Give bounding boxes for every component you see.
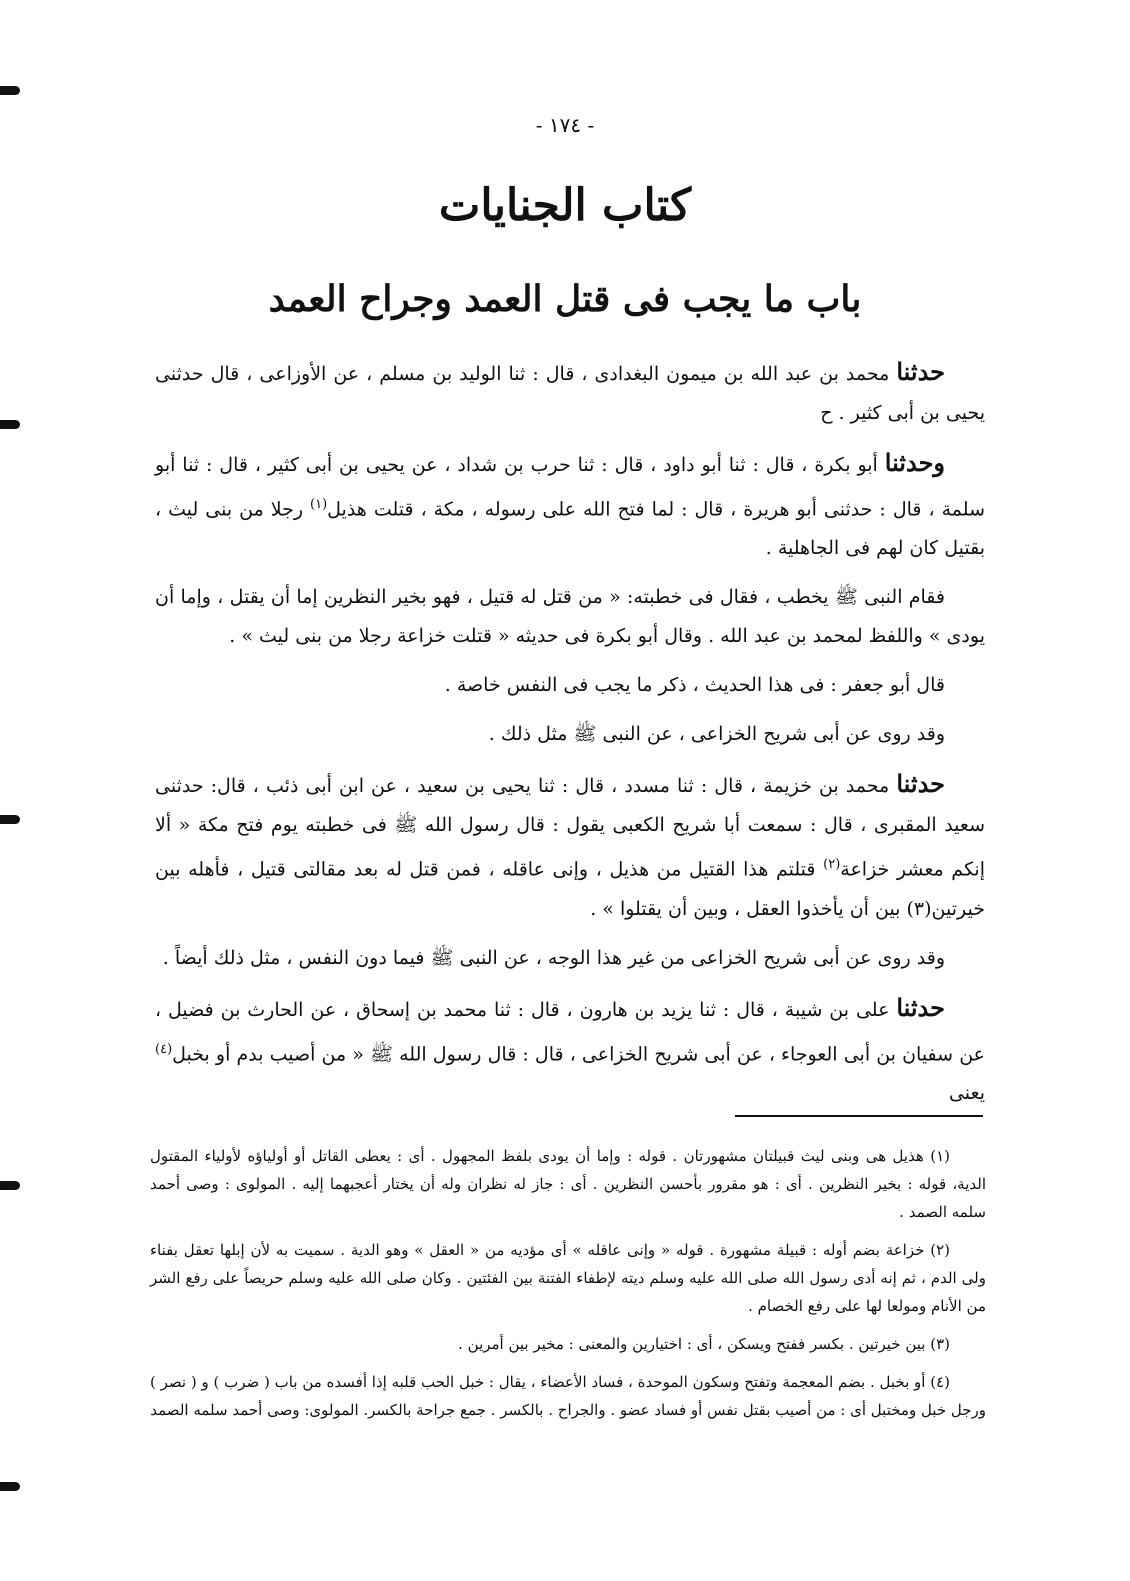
hadith-keyword: حدثنا bbox=[896, 357, 945, 386]
hadith-keyword: حدثنا bbox=[896, 769, 945, 799]
paragraph bbox=[155, 939, 985, 978]
paragraph bbox=[155, 715, 985, 754]
paragraph-text: قال أبو جعفر : فى هذا الحديث ، ذكر ما يجب فى النفس خاصة . bbox=[444, 674, 945, 697]
paragraph bbox=[155, 666, 985, 705]
scan-edge-mark bbox=[0, 86, 20, 95]
footnote-divider bbox=[735, 1115, 983, 1117]
paragraph bbox=[155, 443, 985, 568]
page-number: - ١٧٤ - bbox=[535, 113, 595, 137]
paragraph-text: يعنى bbox=[948, 1081, 985, 1104]
footnote: (١) هذيل هى وبنى ليث قبيلتان مشهورتان . قوله : وإما أن يودى بلفظ المجهول . أى : يعطى القاتل أو أولياؤه لأولياء المقتول الدية، قوله : بخير النظرين . أى : هو مقرور بأحسن النظرين . أى : جاز له نظران وله أن يختار أعجبهما إليه . المولوى : وصى أحمد سلمه الصمد . bbox=[150, 1147, 986, 1221]
paragraph bbox=[155, 988, 985, 1113]
paragraph-text: قتلتم هذا القتيل من هذيل ، وإنى عاقله ، فمن قتل له بعد مقالتى قتيل ، فأهله بين خيرتين(٣) بين أن يأخذوا العقل ، وبين أن يقتلوا » . bbox=[155, 858, 985, 920]
footnotes bbox=[150, 1142, 986, 1434]
main-text bbox=[155, 352, 985, 1123]
scan-edge-mark bbox=[0, 1181, 20, 1190]
scan-edge-mark bbox=[0, 815, 20, 824]
paragraph-text: وقد روى عن أبى شريح الخزاعى ، عن النبى ﷺ مثل ذلك . bbox=[488, 723, 945, 746]
paragraph-text: محمد بن خزيمة ، قال : ثنا مسدد ، قال : ثنا يحيى بن سعيد ، عن ابن أبى ذئب ، قال: حدثنى سعيد المقبرى ، قال : سمعت أبا شريح الكعبى يقول : قال رسول الله ﷺ فى خطبته يوم فتح مكة « ألا إنكم معشر خزاعة bbox=[155, 775, 985, 881]
footnote-ref: (١) bbox=[310, 497, 328, 512]
footnote-ref: (٢) bbox=[823, 857, 841, 873]
footnote: (٣) بين خيرتين . بكسر ففتح ويسكن ، أى : اختيارين والمعنى : مخير بين أمرين . bbox=[458, 1335, 950, 1353]
hadith-keyword: وحدثنا bbox=[884, 448, 946, 477]
paragraph-text: رجلا من بنى ليث ، بقتيل كان لهم فى الجاهلية . bbox=[155, 498, 985, 560]
footnote: (٤) أو بخبل . بضم المعجمة وتفتح وسكون الموحدة ، فساد الأعضاء ، يقال : خبل الحب قلبه إذا أفسده من باب ( ضرب ) و ( نصر ) ورجل خبل ومختبل أى : من أصيب بقتل نفس أو فساد عضو . والجراح . بالكسر . جمع جراحة بالكسر. المولوى: وصى أحمد سلمه الصمد bbox=[150, 1373, 986, 1419]
paragraph bbox=[155, 578, 985, 656]
paragraph-text: على بن شيبة ، قال : ثنا يزيد بن هارون ، قال : ثنا محمد بن إسحاق ، عن الحارث بن فضيل ، عن سفيان بن أبى العوجاء ، عن أبى شريح الخزاعى ، قال : قال رسول الله ﷺ « من أصيب بدم أو بخبل bbox=[155, 998, 985, 1065]
paragraph-text: فقام النبى ﷺ يخطب ، فقال فى خطبته: « من قتل له قتيل ، فهو بخير النظرين إما أن يقتل ، وإما أن يودى » واللفظ لمحمد بن عبد الله . وقال أبو بكرة فى حديثه « قتلت خزاعة رجلا من بنى ليث » . bbox=[155, 586, 985, 648]
paragraph-text: محمد بن عبد الله بن ميمون البغدادى ، قال : ثنا الوليد بن مسلم ، عن الأوزاعى ، قال حدثنى يحيى بن أبى كثير . ح bbox=[155, 363, 985, 424]
scan-edge-mark bbox=[0, 1482, 20, 1491]
hadith-keyword: حدثنا bbox=[896, 992, 945, 1022]
paragraph-text: وقد روى عن أبى شريح الخزاعى من غير هذا الوجه ، عن النبى ﷺ فيما دون النفس ، مثل ذلك أيضاً . bbox=[162, 946, 945, 969]
chapter-title: باب ما يجب فى قتل العمد وجراح العمد bbox=[268, 278, 862, 320]
footnote: (٢) خزاعة بضم أوله : قبيلة مشهورة . قوله « وإنى عاقله » أى مؤديه من « العقل » وهو الدية . سميت به لأن إبلها تعقل بفناء ولى الدم ، ثم إنه أدى رسول الله صلى الله عليه وسلم ديته لإطفاء الفتنة بين الفئتين . وكان صلى الله عليه وسلم حريصاً على رفع الشر من الأنام ومولعا لها على رفع الخصام . bbox=[150, 1241, 986, 1315]
scan-edge-mark bbox=[0, 420, 20, 429]
book-title: كتاب الجنايات bbox=[438, 180, 692, 231]
footnote-ref: (٤) bbox=[155, 1041, 173, 1057]
paragraph bbox=[155, 764, 985, 928]
paragraph-text: أبو بكرة ، قال : ثنا أبو داود ، قال : ثنا حرب بن شداد ، عن يحيى بن أبى كثير ، قال : ثنا أبو سلمة ، قال : حدثنى أبو هريرة ، قال : لما فتح الله على رسوله ، مكة ، قتلت هذيل bbox=[155, 454, 985, 521]
paragraph bbox=[155, 352, 985, 433]
